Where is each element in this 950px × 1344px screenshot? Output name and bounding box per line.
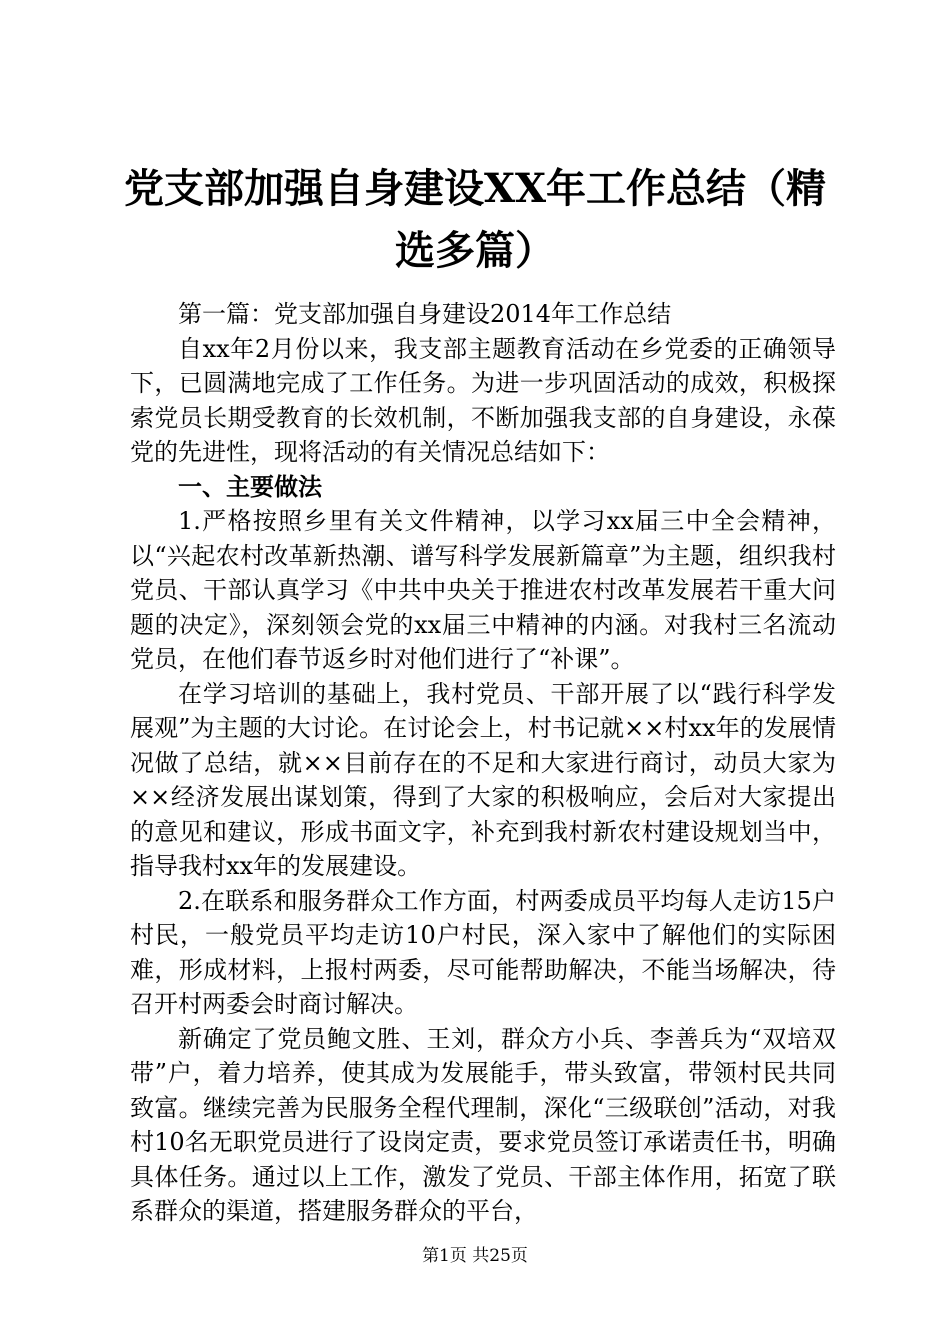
paragraph-cultivation: 新确定了党员鲍文胜、王刘，群众方小兵、李善兵为“双培双带”户，着力培养，使其成为发展能手，带头致富，带领村民共同致富。继续完善为民服务全程代理制，深化“三级联创”活动，对我村10名无职党员进行了设岗定责，要求党员签订承诺责任书，明确具体任务。通过以上工作，激发了党员、干部主体作用，拓宽了联系群众的渠道，搭建服务群众的平台，: [130, 1024, 836, 1225]
paragraph-service: 2.在联系和服务群众工作方面，村两委成员平均每人走访15户村民，一般党员平均走访10户村民，深入家中了解他们的实际困难，形成材料，上报村两委，尽可能帮助解决，不能当场解决，待召开村两委会时商讨解决。: [130, 886, 836, 1018]
section-heading-main-practices: 一、主要做法: [178, 471, 322, 501]
paragraph-discussion: 在学习培训的基础上，我村党员、干部开展了以“践行科学发展观”为主题的大讨论。在讨论会上，村书记就××村xx年的发展情况做了总结，就××目前存在的不足和大家进行商讨，动员大家为××经济发展出谋划策，得到了大家的积极响应，会后对大家提出的意见和建议，形成书面文字，补充到我村新农村建设规划当中，指导我村xx年的发展建设。: [130, 679, 836, 880]
paragraph-intro: 自xx年2月份以来，我支部主题教育活动在乡党委的正确领导下，已圆满地完成了工作任务。为进一步巩固活动的成效，积极探索党员长期受教育的长效机制，不断加强我支部的自身建设，永葆党的先进性，现将活动的有关情况总结如下：: [130, 334, 836, 466]
document-title: 党支部加强自身建设XX年工作总结（精选多篇）: [123, 165, 827, 274]
document-body: [130, 297, 836, 1229]
page-footer: 第1页 共25页: [422, 1246, 528, 1266]
paragraph-study: 1.严格按照乡里有关文件精神，以学习xx届三中全会精神，以“兴起农村改革新热潮、谱写科学发展新篇章”为主题，组织我村党员、干部认真学习《中共中央关于推进农村改革发展若干重大问题的决定》，深刻领会党的xx届三中精神的内涵。对我村三名流动党员，在他们春节返乡时对他们进行了“补课”。: [130, 507, 836, 673]
section-heading-part-one: 第一篇：党支部加强自身建设2014年工作总结: [178, 300, 672, 328]
